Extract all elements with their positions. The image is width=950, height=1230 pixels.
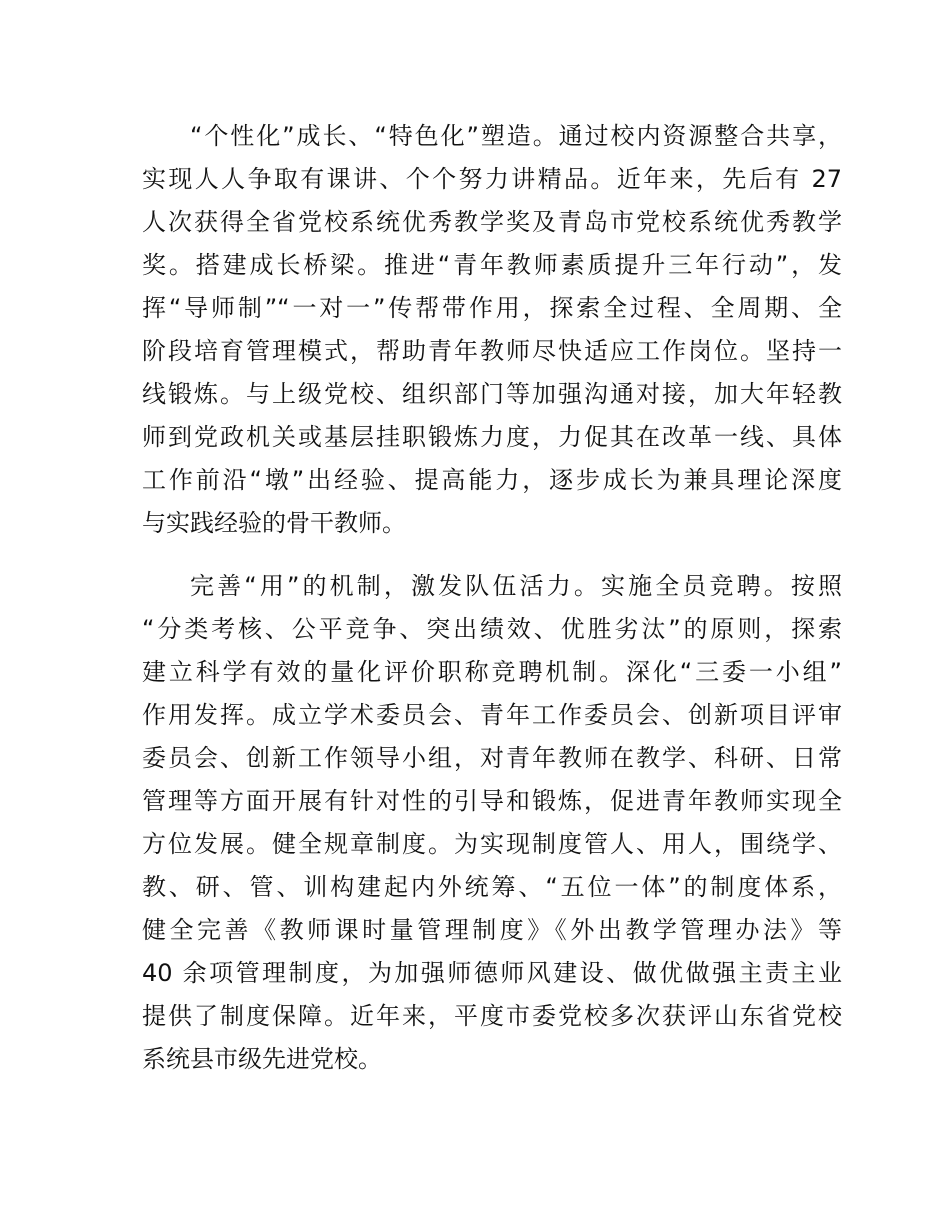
paragraph-line: 系统县市级先进党校。 [142,1045,382,1073]
paragraph-line: 人次获得全省党校系统优秀教学奖及青岛市党校系统优秀教学 [142,208,842,236]
paragraph-line: 40 余项管理制度，为加强师德师风建设、做优做强主责主业 [142,959,842,987]
paragraph-line: 实现人人争取有课讲、个个努力讲精品。近年来，先后有 27 [142,165,842,193]
paragraph-line: 教、研、管、训构建起内外统筹、“五位一体”的制度体系， [142,873,842,901]
paragraph-line: 管理等方面开展有针对性的引导和锻炼，促进青年教师实现全 [142,787,842,815]
paragraph-line: “个性化”成长、“特色化”塑造。通过校内资源整合共享， [190,122,842,150]
paragraph-line: 委员会、创新工作领导小组，对青年教师在教学、科研、日常 [142,744,842,772]
paragraph-line: 工作前沿“墩”出经验、提高能力，逐步成长为兼具理论深度 [142,466,842,494]
paragraph-line: 线锻炼。与上级党校、组织部门等加强沟通对接，加大年轻教 [142,380,842,408]
paragraph-line: 师到党政机关或基层挂职锻炼力度，力促其在改革一线、具体 [142,423,842,451]
paragraph-line: 奖。搭建成长桥梁。推进“青年教师素质提升三年行动”，发 [142,251,842,279]
paragraph-1 [142,115,842,545]
paragraph-line: 完善“用”的机制，激发队伍活力。实施全员竞聘。按照 [190,572,842,600]
paragraph-line: 阶段培育管理模式，帮助青年教师尽快适应工作岗位。坚持一 [142,337,842,365]
paragraph-line: 方位发展。健全规章制度。为实现制度管人、用人，围绕学、 [142,830,842,858]
paragraph-line: 健全完善《教师课时量管理制度》《外出教学管理办法》等 [142,916,842,944]
paragraph-line: 提供了制度保障。近年来，平度市委党校多次获评山东省党校 [142,1002,842,1030]
paragraph-line: 挥“导师制”“一对一”传帮带作用，探索全过程、全周期、全 [142,294,842,322]
paragraph-line: 作用发挥。成立学术委员会、青年工作委员会、创新项目评审 [142,701,842,729]
paragraph-line: 与实践经验的骨干教师。 [142,509,406,537]
paragraph-line: 建立科学有效的量化评价职称竞聘机制。深化“三委一小组” [142,658,842,686]
paragraph-2 [142,565,842,1081]
paragraph-line: “分类考核、公平竞争、突出绩效、优胜劣汰”的原则，探索 [142,615,842,643]
